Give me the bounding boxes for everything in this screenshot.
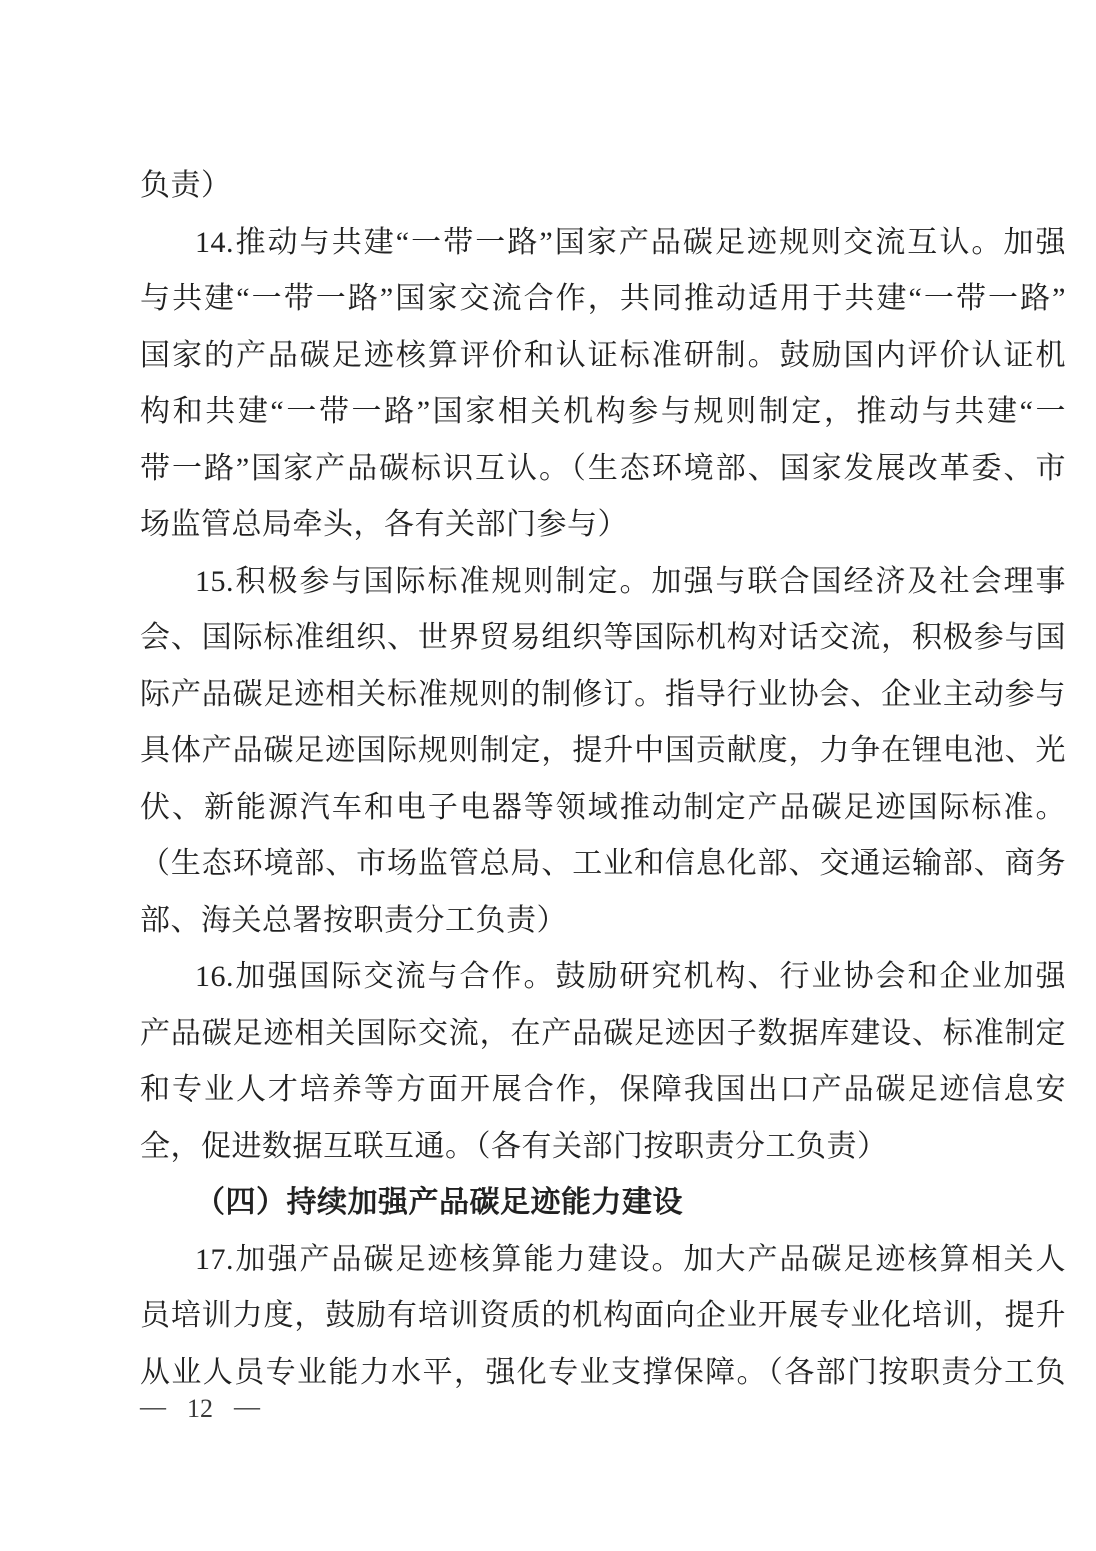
page-footer bbox=[140, 1394, 260, 1424]
text-line: 和专业人才培养等方面开展合作，保障我国出口产品碳足迹信息安 bbox=[140, 1073, 1066, 1106]
text-line: 部、海关总署按职责分工负责） bbox=[140, 903, 567, 937]
footer-dash-right: — bbox=[234, 1392, 260, 1421]
text-line: 全，促进数据互联互通。（各有关部门按职责分工负责） bbox=[140, 1129, 888, 1163]
text-line: 15.积极参与国际标准规则制定。加强与联合国经济及社会理事 bbox=[195, 564, 1066, 598]
text-line: 国家的产品碳足迹核算评价和认证标准研制。鼓励国内评价认证机 bbox=[140, 338, 1066, 372]
text-line: 14.推动与共建“一带一路”国家产品碳足迹规则交流互认。加强 bbox=[195, 225, 1066, 259]
section-heading: （四）持续加强产品碳足迹能力建设 bbox=[195, 1186, 683, 1219]
text-line: 际产品碳足迹相关标准规则的制修订。指导行业协会、企业主动参与 bbox=[140, 677, 1066, 711]
text-line: 17.加强产品碳足迹核算能力建设。加大产品碳足迹核算相关人 bbox=[195, 1242, 1066, 1276]
text-line: 与共建“一带一路”国家交流合作，共同推动适用于共建“一带一路” bbox=[140, 282, 1066, 315]
text-line: 伏、新能源汽车和电子电器等领域推动制定产品碳足迹国际标准。 bbox=[140, 790, 1066, 824]
text-line: 构和共建“一带一路”国家相关机构参与规则制定，推动与共建“一 bbox=[140, 395, 1066, 428]
text-line: 具体产品碳足迹国际规则制定，提升中国贡献度，力争在锂电池、光 bbox=[140, 734, 1066, 767]
text-line: 负责） bbox=[140, 169, 232, 202]
text-line: 16.加强国际交流与合作。鼓励研究机构、行业协会和企业加强 bbox=[195, 960, 1066, 993]
text-line: 带一路”国家产品碳标识互认。（生态环境部、国家发展改革委、市 bbox=[140, 451, 1066, 485]
text-line: 场监管总局牵头，各有关部门参与） bbox=[140, 508, 628, 541]
text-line: 从业人员专业能力水平，强化专业支撑保障。（各部门按职责分工负 bbox=[140, 1355, 1066, 1389]
text-line: 会、国际标准组织、世界贸易组织等国际机构对话交流，积极参与国 bbox=[140, 621, 1066, 654]
page-number: 12 bbox=[187, 1394, 213, 1423]
text-line: 员培训力度，鼓励有培训资质的机构面向企业开展专业化培训，提升 bbox=[140, 1299, 1066, 1332]
footer-dash-left: — bbox=[140, 1392, 166, 1421]
document-body bbox=[140, 158, 1066, 1401]
text-line: 产品碳足迹相关国际交流，在产品碳足迹因子数据库建设、标准制定 bbox=[140, 1016, 1066, 1050]
text-line: （生态环境部、市场监管总局、工业和信息化部、交通运输部、商务 bbox=[140, 847, 1066, 880]
